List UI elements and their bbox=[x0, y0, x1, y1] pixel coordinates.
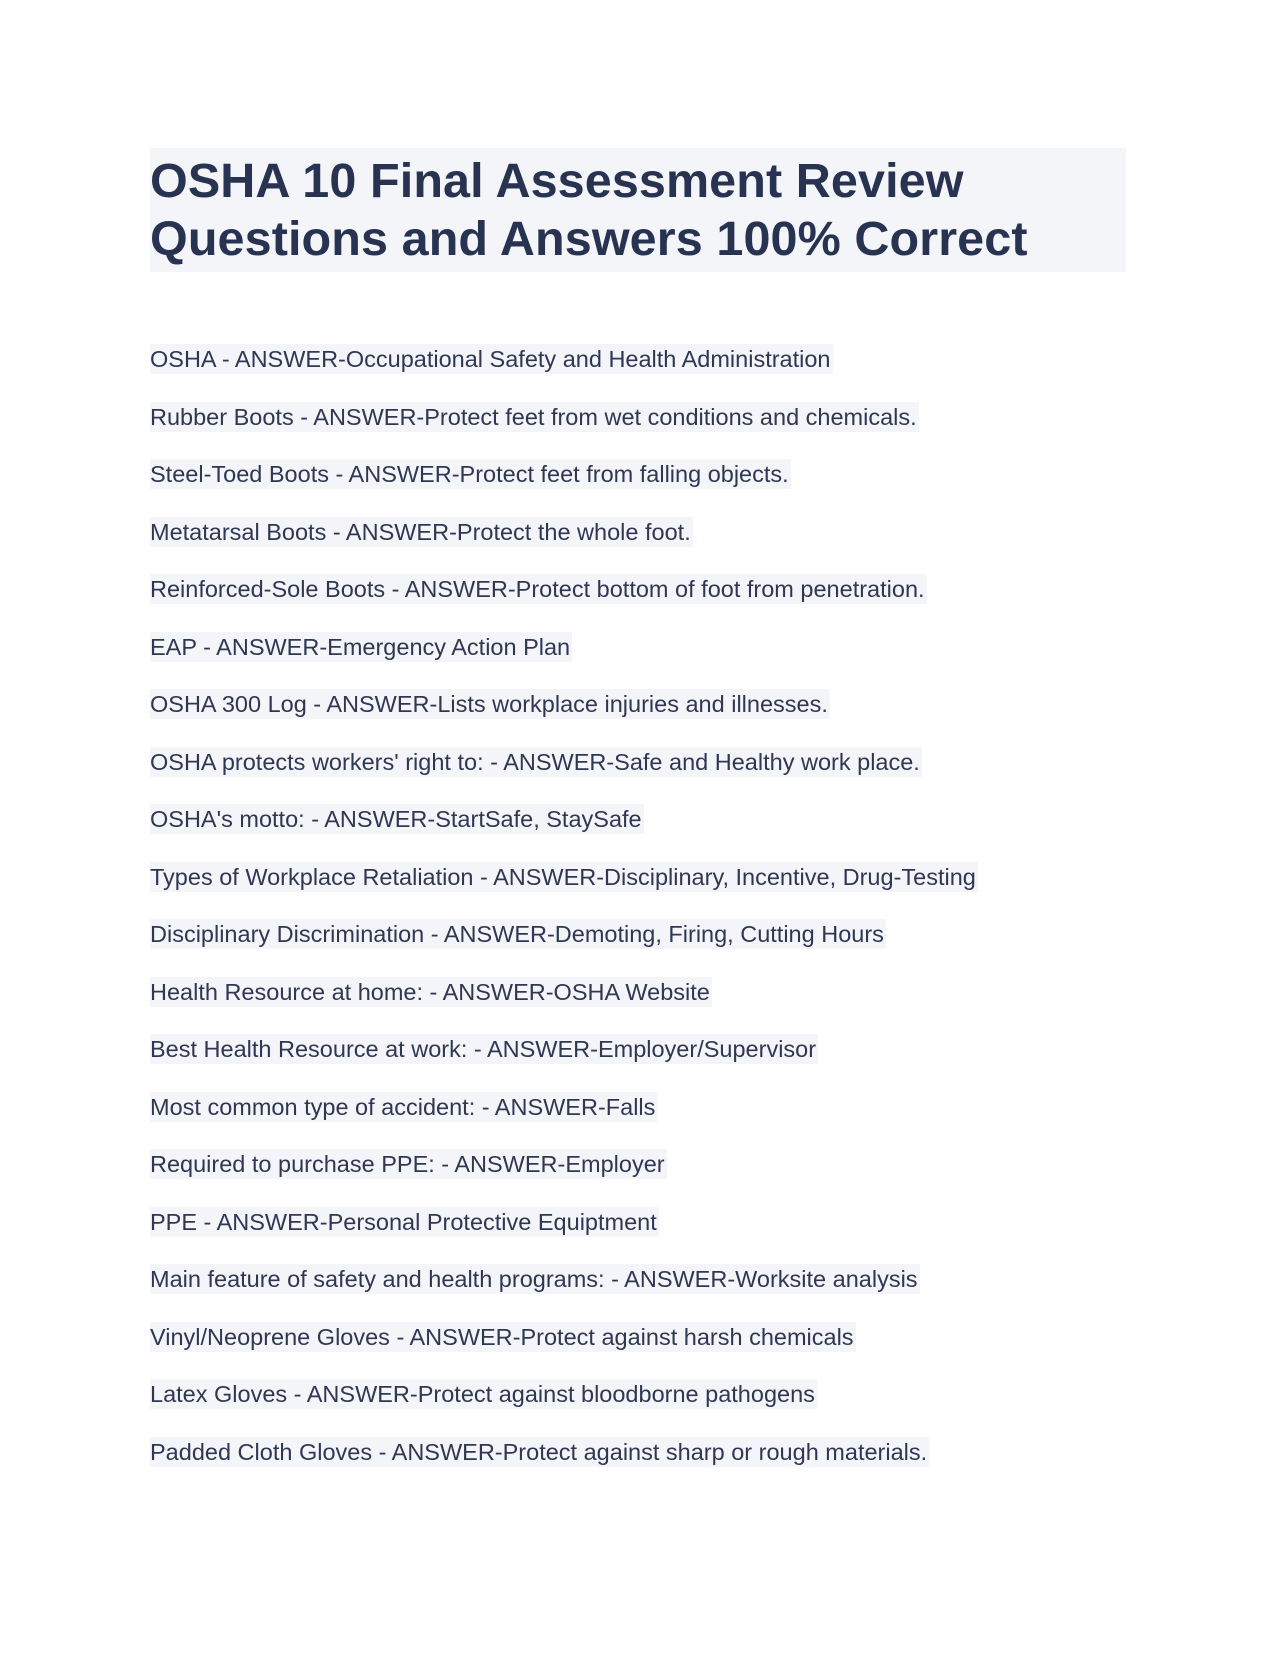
qa-item bbox=[150, 459, 978, 517]
qa-item bbox=[150, 1379, 978, 1437]
qa-text: Types of Workplace Retaliation - ANSWER-Disciplinary, Incentive, Drug-Testing bbox=[150, 863, 976, 890]
qa-item bbox=[150, 402, 978, 460]
qa-item bbox=[150, 804, 978, 862]
qa-item bbox=[150, 689, 978, 747]
qa-text: Main feature of safety and health programs: - ANSWER-Worksite analysis bbox=[150, 1266, 918, 1292]
qa-item bbox=[150, 862, 978, 920]
qa-item bbox=[150, 1322, 978, 1380]
qa-text: Vinyl/Neoprene Gloves - ANSWER-Protect against harsh chemicals bbox=[150, 1323, 854, 1350]
qa-item bbox=[150, 919, 978, 977]
qa-text: Padded Cloth Gloves - ANSWER-Protect against sharp or rough materials. bbox=[150, 1438, 928, 1465]
qa-item bbox=[150, 517, 978, 575]
qa-text: Health Resource at home: - ANSWER-OSHA Website bbox=[150, 978, 710, 1005]
qa-text: OSHA 300 Log - ANSWER-Lists workplace injuries and illnesses. bbox=[150, 691, 828, 717]
qa-item bbox=[150, 977, 978, 1035]
qa-item bbox=[150, 1207, 978, 1265]
qa-text: PPE - ANSWER-Personal Protective Equiptment bbox=[150, 1208, 657, 1235]
qa-text: Disciplinary Discrimination - ANSWER-Demoting, Firing, Cutting Hours bbox=[150, 921, 884, 947]
qa-item bbox=[150, 747, 978, 805]
qa-item bbox=[150, 1264, 978, 1322]
qa-item bbox=[150, 344, 978, 402]
qa-text: OSHA - ANSWER-Occupational Safety and Health Administration bbox=[150, 346, 831, 372]
qa-text: Rubber Boots - ANSWER-Protect feet from wet conditions and chemicals. bbox=[150, 403, 917, 430]
qa-text: Latex Gloves - ANSWER-Protect against bloodborne pathogens bbox=[150, 1381, 815, 1407]
qa-list bbox=[150, 344, 978, 1494]
qa-item bbox=[150, 632, 978, 690]
qa-text: OSHA's motto: - ANSWER-StartSafe, StaySafe bbox=[150, 806, 642, 832]
qa-item bbox=[150, 574, 978, 632]
document-title: OSHA 10 Final Assessment Review Questions and Answers 100% Correct bbox=[150, 154, 1028, 266]
qa-text: Reinforced-Sole Boots - ANSWER-Protect bottom of foot from penetration. bbox=[150, 576, 925, 602]
document-page bbox=[150, 148, 1126, 1465]
qa-text: Metatarsal Boots - ANSWER-Protect the whole foot. bbox=[150, 518, 691, 545]
qa-item bbox=[150, 1149, 978, 1207]
qa-text: Best Health Resource at work: - ANSWER-Employer/Supervisor bbox=[150, 1036, 817, 1062]
qa-item bbox=[150, 1092, 978, 1150]
title-block bbox=[150, 148, 1126, 272]
qa-text: Most common type of accident: - ANSWER-Falls bbox=[150, 1093, 656, 1120]
qa-item bbox=[150, 1437, 978, 1495]
qa-text: OSHA protects workers' right to: - ANSWER-Safe and Healthy work place. bbox=[150, 748, 920, 775]
qa-text: EAP - ANSWER-Emergency Action Plan bbox=[150, 633, 571, 660]
qa-item bbox=[150, 1034, 978, 1092]
qa-text: Steel-Toed Boots - ANSWER-Protect feet from falling objects. bbox=[150, 461, 789, 487]
qa-text: Required to purchase PPE: - ANSWER-Employer bbox=[150, 1151, 665, 1177]
